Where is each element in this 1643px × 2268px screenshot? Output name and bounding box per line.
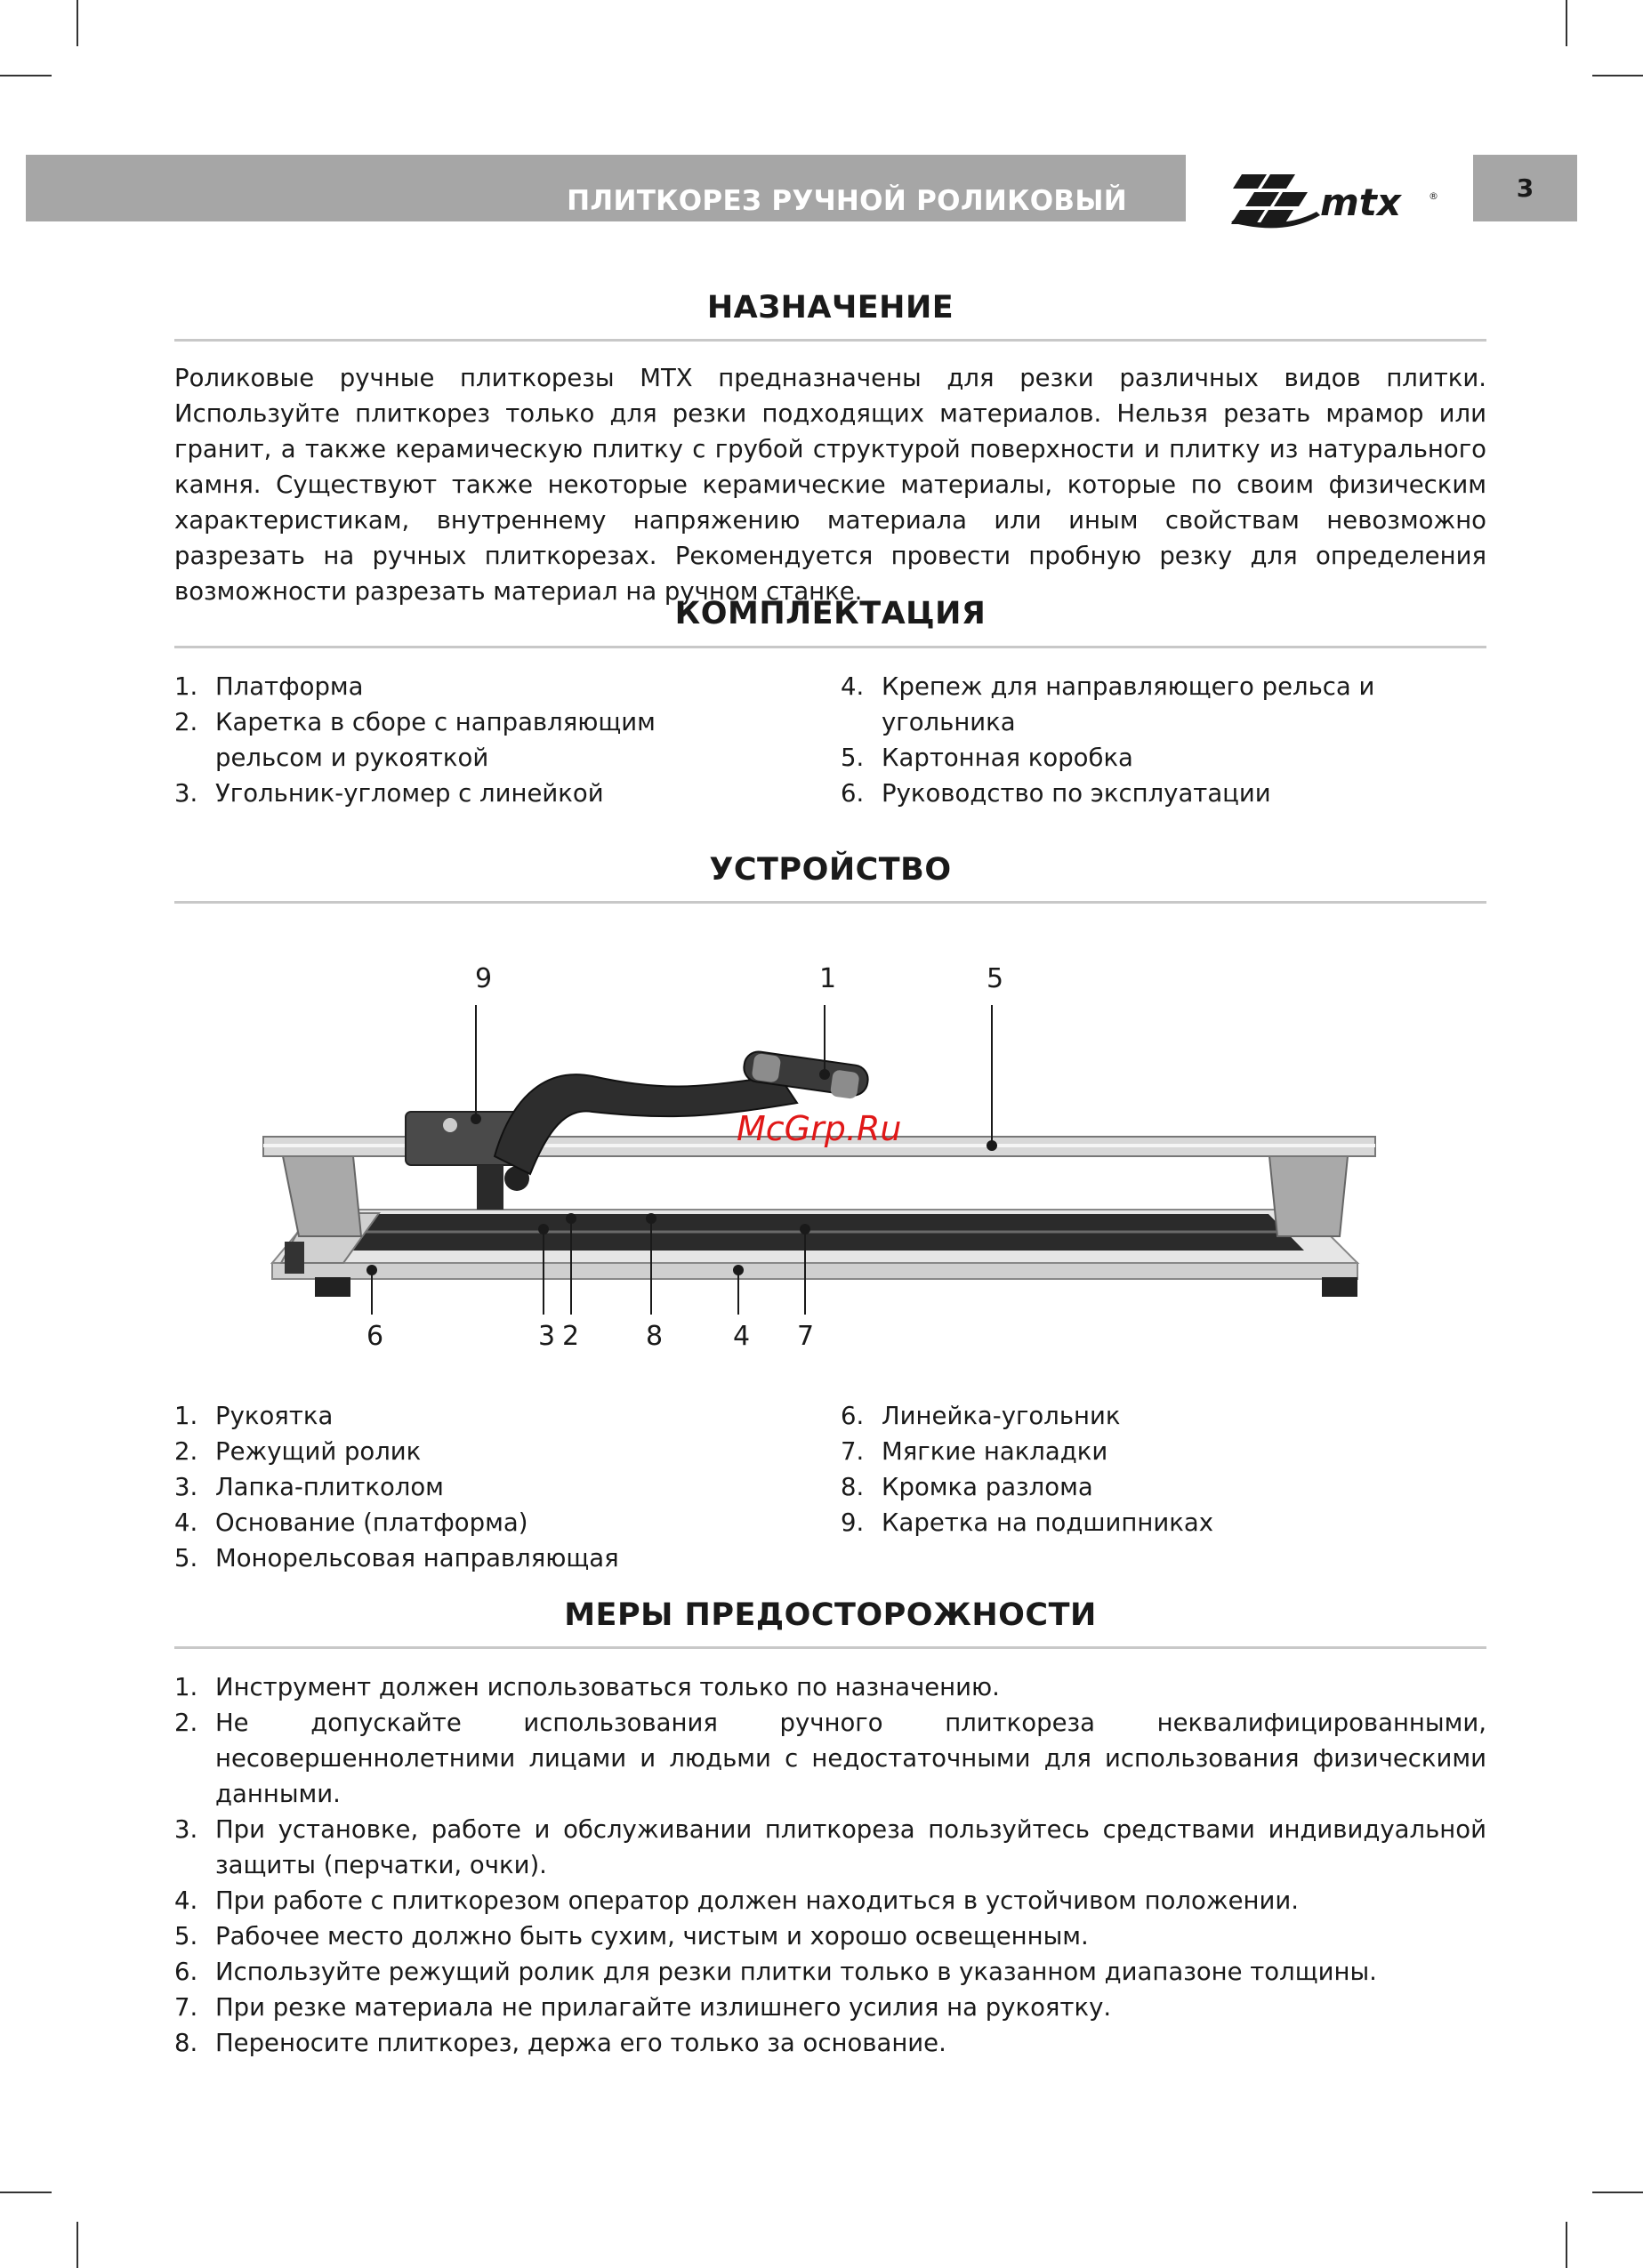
- list-item: 6. Используйте режущий ролик для резки плитки только в указанном диапазоне толщины.: [174, 1958, 1377, 1986]
- safety-list: [174, 1669, 1486, 2061]
- list-item: 5. Монорельсовая направляющая: [174, 1544, 619, 1572]
- tile-cutter-diagram: [174, 943, 1486, 1370]
- callout-label: 7: [797, 1321, 815, 1352]
- callout-label: 5: [987, 963, 1004, 994]
- list-item: 2. Каретка в сборе с направляющим рельсом и рукояткой: [174, 708, 656, 772]
- callout-label: 9: [475, 963, 493, 994]
- list-item: 3. Лапка-плитколом: [174, 1473, 444, 1501]
- list-item: 4. Крепеж для направляющего рельса и угольника: [841, 672, 1375, 736]
- list-item: 1. Рукоятка: [174, 1402, 334, 1430]
- logo-text: mtx: [1320, 181, 1401, 224]
- section-title-purpose: НАЗНАЧЕНИЕ: [706, 290, 954, 326]
- section-rule: [174, 901, 1486, 904]
- list-item: 4. Основание (платформа): [174, 1508, 528, 1537]
- page-number: 3: [1473, 155, 1577, 221]
- callout-label: 1: [819, 963, 837, 994]
- crop-mark: [0, 75, 52, 76]
- crop-mark: [1566, 2222, 1567, 2268]
- list-item: 5. Рабочее место должно быть сухим, чистым и хорошо освещенным.: [174, 1922, 1089, 1950]
- crop-mark: [1592, 2192, 1643, 2193]
- callout-label: 3: [538, 1321, 556, 1352]
- list-item: 9. Каретка на подшипниках: [841, 1508, 1213, 1537]
- kit-list-right: [841, 669, 1490, 811]
- document-title: ПЛИТКОРЕЗ РУЧНОЙ РОЛИКОВЫЙ: [567, 185, 1127, 217]
- device-list-left: [174, 1398, 761, 1576]
- callout-label: 2: [562, 1321, 580, 1352]
- callout-label: 8: [646, 1321, 664, 1352]
- list-item: 6. Руководство по эксплуатации: [841, 779, 1271, 808]
- list-item: 7. При резке материала не прилагайте излишнего усилия на рукоятку.: [174, 1993, 1112, 2022]
- mtx-logo: [1231, 164, 1446, 235]
- section-rule: [174, 339, 1486, 342]
- crop-mark: [1566, 0, 1567, 46]
- kit-list-left: [174, 669, 761, 811]
- section-rule: [174, 646, 1486, 648]
- section-rule: [174, 1646, 1486, 1649]
- crop-mark: [77, 2222, 78, 2268]
- list-item: 3. Угольник-угломер с линейкой: [174, 779, 604, 808]
- rail-support-right: [1268, 1147, 1349, 1236]
- callout-label: 6: [366, 1321, 384, 1352]
- callout-label: 4: [733, 1321, 751, 1352]
- svg-text:®: ®: [1429, 190, 1438, 202]
- crop-mark: [1592, 75, 1643, 76]
- list-item: 2. Режущий ролик: [174, 1437, 422, 1466]
- watermark: McGrp.Ru: [737, 1109, 902, 1148]
- section-title-safety: МЕРЫ ПРЕДОСТОРОЖНОСТИ: [564, 1597, 1097, 1633]
- device-list-right: [841, 1398, 1490, 1540]
- purpose-paragraph: Роликовые ручные плиткорезы МТХ предназначены для резки различных видов плитки. Используйте плиткорез только для резки подходящих материалов. Нельзя резать мрамор или гранит, а также керамическую плитку с грубой структурой поверхности и плитку из натурального камня. Существуют также некоторые керамические материалы, которые по своим физическим характеристикам, внутреннему напряжению материала или иным свойствам невозможно разрезать на ручных плиткорезах. Рекомендуется провести пробную резку для определения возможности разрезать материал на ручном станке.: [174, 364, 1486, 606]
- list-item: 8. Переносите плиткорез, держа его только за основание.: [174, 2029, 946, 2057]
- list-item: 2. Не допускайте использования ручного плиткореза неквалифицированными, несовершеннолетними лицами и людьми с недостаточными для использования физическими данными.: [174, 1709, 1486, 1808]
- list-item: 6. Линейка-угольник: [841, 1402, 1121, 1430]
- list-item: 4. При работе с плиткорезом оператор должен находиться в устойчивом положении.: [174, 1886, 1299, 1915]
- section-title-device: УСТРОЙСТВО: [709, 852, 952, 888]
- list-item: 7. Мягкие накладки: [841, 1437, 1108, 1466]
- list-item: 3. При установке, работе и обслуживании плиткореза пользуйтесь средствами индивидуальной защиты (перчатки, очки).: [174, 1815, 1486, 1879]
- crop-mark: [77, 0, 78, 46]
- section-title-kit: КОМПЛЕКТАЦИЯ: [674, 596, 987, 631]
- rail-support-left: [281, 1147, 361, 1236]
- crop-mark: [0, 2192, 52, 2193]
- list-item: 5. Картонная коробка: [841, 744, 1133, 772]
- list-item: 8. Кромка разлома: [841, 1473, 1093, 1501]
- list-item: 1. Инструмент должен использоваться только по назначению.: [174, 1673, 1000, 1701]
- list-item: 1. Платформа: [174, 672, 364, 701]
